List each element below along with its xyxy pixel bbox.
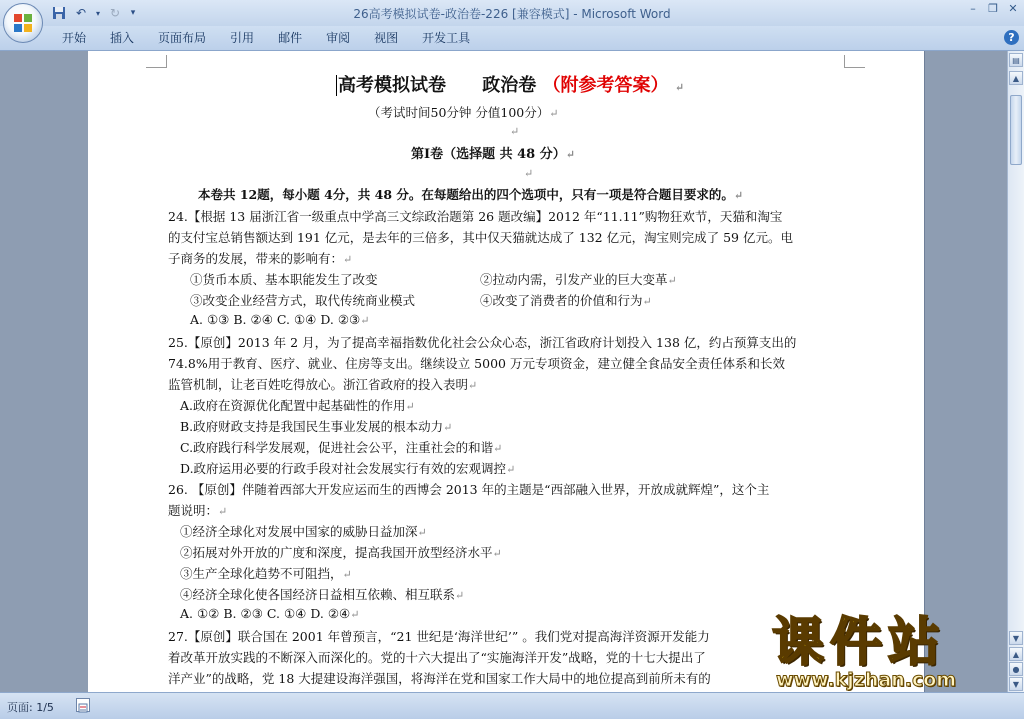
vertical-scrollbar[interactable] — [1007, 51, 1024, 692]
q24-line-3: 子商务的发展，带来的影响有：↵ — [168, 251, 353, 266]
q26-option-2: ②拓展对外开放的广度和深度，提高我国开放型经济水平↵ — [180, 545, 502, 560]
q24-line-1: 24.【根据 13 届浙江省一级重点中学高三文综政治题第 26 题改编】2012 年“11.11”购物狂欢节，天猫和淘宝 — [168, 209, 783, 224]
help-icon[interactable]: ? — [1004, 30, 1019, 45]
crop-mark — [844, 55, 865, 68]
q26-option-4: ④经济全球化使各国经济日益相互依赖、相互联系↵ — [180, 587, 465, 602]
q25-line-2: 74.8%用于教育、医疗、就业、住房等支出。继续设立 5000 万元专项资金，建立健全食品安全责任体系和长效 — [168, 356, 785, 371]
q26-answers-text: A. ①② B. ②③ C. ①④ D. ②④ — [180, 606, 351, 621]
tab-developer[interactable]: 开发工具 — [422, 31, 471, 45]
scroll-up-icon[interactable]: ▲ — [1009, 71, 1023, 85]
browse-object-icon[interactable]: ● — [1009, 662, 1023, 676]
section-title: 第Ⅰ卷（选择题 共 48 分）↵ — [411, 147, 575, 162]
q26-option-1: ①经济全球化对发展中国家的威胁日益加深↵ — [180, 524, 427, 539]
q24-line-3-text: 子商务的发展，带来的影响有： — [168, 251, 344, 266]
q25-line-3-text: 监管机制，让老百姓吃得放心。浙江省政府的投入表明 — [168, 377, 469, 392]
section-title-text: 第Ⅰ卷（选择题 共 48 分） — [411, 147, 566, 162]
tab-page-layout[interactable]: 页面布局 — [158, 31, 207, 45]
office-button[interactable] — [3, 3, 43, 43]
q26-option-1-text: ①经济全球化对发展中国家的威胁日益加深 — [180, 524, 418, 539]
q24-option-2: ②拉动内需，引发产业的巨大变革↵ — [480, 272, 677, 287]
exam-info — [368, 103, 558, 121]
paragraph-mark: ↵ — [674, 81, 685, 94]
scroll-down-icon[interactable]: ▼ — [1009, 631, 1023, 645]
undo-icon[interactable]: ↶ — [75, 6, 87, 20]
title-main: 高考模拟试卷 — [338, 75, 446, 96]
tab-review[interactable]: 审阅 — [326, 31, 351, 45]
restore-icon[interactable]: ❐ — [988, 2, 998, 15]
q27-line-1: 27.【原创】联合国在 2001 年曾预言，“21 世纪是‘海洋世纪’” 。我们党对提高海洋资源开发能力 — [168, 629, 710, 644]
title-bar — [0, 0, 1024, 26]
page-count-status[interactable]: 页面: 1/5 — [7, 701, 54, 714]
q26-line-1: 26. 【原创】伴随着西部大开发应运而生的西博会 2013 年的主题是“西部融入世界，开放成就辉煌”，这个主 — [168, 482, 770, 497]
instructions-text: 本卷共 12题，每小题 4分，共 48 分。在每题给出的四个选项中，只有一项是符合题目要求的。 — [198, 187, 734, 202]
window-title: 26高考模拟试卷-政治卷-226 [兼容模式] - Microsoft Word — [353, 7, 671, 21]
next-page-icon[interactable]: ▼ — [1009, 677, 1023, 691]
ribbon-tab-bar — [0, 26, 1024, 51]
q25-option-d-text: D.政府运用必要的行政手段对社会发展实行有效的宏观调控 — [180, 461, 507, 476]
q26-option-2-text: ②拓展对外开放的广度和深度，提高我国开放型经济水平 — [180, 545, 493, 560]
q24-line-2: 的支付宝总销售额达到 191 亿元，是去年的三倍多，其中仅天猫就达成了 132 亿元，淘宝则完成了 59 亿元。电 — [168, 230, 793, 245]
q24-option-3: ③改变企业经营方式，取代传统商业模式 — [190, 293, 416, 308]
window-controls — [966, 2, 1020, 16]
blank-line: ↵ — [510, 125, 520, 138]
blank-line: ↵ — [524, 167, 534, 180]
q25-line-1: 25.【原创】2013 年 2 月，为了提高幸福指数优化社会公众心态，浙江省政府计划投入 138 亿，约占预算支出的 — [168, 335, 797, 350]
title-subject: 政治卷 — [482, 75, 537, 96]
crop-mark — [146, 55, 167, 68]
q24-answers-text: A. ①③ B. ②④ C. ①④ D. ②③ — [190, 312, 361, 327]
q26-option-3-text: ③生产全球化趋势不可阻挡， — [180, 566, 343, 581]
q24-answers: A. ①③ B. ②④ C. ①④ D. ②③↵ — [190, 312, 370, 327]
exam-info-text: （考试时间50分钟 分值100分） — [368, 105, 550, 120]
q25-option-a-text: A.政府在资源优化配置中起基础性的作用 — [180, 398, 406, 413]
scrollbar-thumb[interactable] — [1010, 95, 1022, 165]
q25-option-c-text: C.政府践行科学发展观，促进社会公平，注重社会的和谐 — [180, 440, 494, 455]
tab-home[interactable]: 开始 — [62, 31, 87, 45]
status-bar — [0, 692, 1024, 719]
watermark-url: www.kjzhan.com — [776, 669, 957, 691]
title-answer-note: （附参考答案） — [542, 75, 669, 96]
q27-line-2: 着改革开放实践的不断深入而深化的。党的十六大提出了“实施海洋开发”战略，党的十七大提出了 — [168, 650, 706, 665]
q26-option-4-text: ④经济全球化使各国经济日益相互依赖、相互联系 — [180, 587, 456, 602]
q25-option-b-text: B.政府财政支持是我国民生事业发展的根本动力 — [180, 419, 444, 434]
document-title — [336, 71, 684, 97]
paragraph-mark: ↵ — [549, 107, 559, 120]
office-logo-icon — [13, 13, 33, 33]
q25-option-c: C.政府践行科学发展观，促进社会公平，注重社会的和谐↵ — [180, 440, 503, 455]
q25-option-a: A.政府在资源优化配置中起基础性的作用↵ — [180, 398, 415, 413]
q26-option-3: ③生产全球化趋势不可阻挡，↵ — [180, 566, 352, 581]
q26-answers: A. ①② B. ②③ C. ①④ D. ②④↵ — [180, 606, 360, 621]
q25-line-3: 监管机制，让老百姓吃得放心。浙江省政府的投入表明↵ — [168, 377, 478, 392]
q24-option-4-text: ④改变了消费者的价值和行为 — [480, 293, 643, 308]
document-page[interactable] — [88, 51, 924, 711]
q26-line-2-text: 题说明： — [168, 503, 219, 518]
q25-option-b: B.政府财政支持是我国民生事业发展的根本动力↵ — [180, 419, 453, 434]
q24-option-2-text: ②拉动内需，引发产业的巨大变革 — [480, 272, 668, 287]
customize-qat-icon[interactable]: ▾ — [130, 8, 136, 18]
q27-line-3: 洋产业”的战略，党 18 大提建设海洋强国，将海洋在党和国家工作大局中的地位提高到前所未有的 — [168, 671, 711, 686]
watermark — [772, 613, 1002, 693]
tab-insert[interactable]: 插入 — [110, 31, 135, 45]
q24-option-4: ④改变了消费者的价值和行为↵ — [480, 293, 652, 308]
tab-mailings[interactable]: 邮件 — [278, 31, 303, 45]
minimize-icon[interactable]: – — [970, 2, 976, 15]
previous-page-icon[interactable]: ▲ — [1009, 647, 1023, 661]
q26-line-2: 题说明：↵ — [168, 503, 228, 518]
proofing-status-icon[interactable] — [76, 698, 90, 712]
close-icon[interactable]: ✕ — [1008, 2, 1018, 15]
tab-references[interactable]: 引用 — [230, 31, 255, 45]
q24-option-1: ①货币本质、基本职能发生了改变 — [190, 272, 378, 287]
instructions: 本卷共 12题，每小题 4分，共 48 分。在每题给出的四个选项中，只有一项是符合题目要求的。↵ — [198, 187, 744, 202]
tab-view[interactable]: 视图 — [374, 31, 399, 45]
undo-dropdown-icon[interactable]: ▾ — [95, 8, 100, 18]
q25-option-d: D.政府运用必要的行政手段对社会发展实行有效的宏观调控↵ — [180, 461, 516, 476]
watermark-title: 课件站 — [772, 613, 947, 673]
ruler-toggle-icon[interactable]: ▤ — [1009, 53, 1023, 67]
redo-icon[interactable]: ↻ — [109, 6, 121, 20]
document-area — [0, 51, 1008, 692]
